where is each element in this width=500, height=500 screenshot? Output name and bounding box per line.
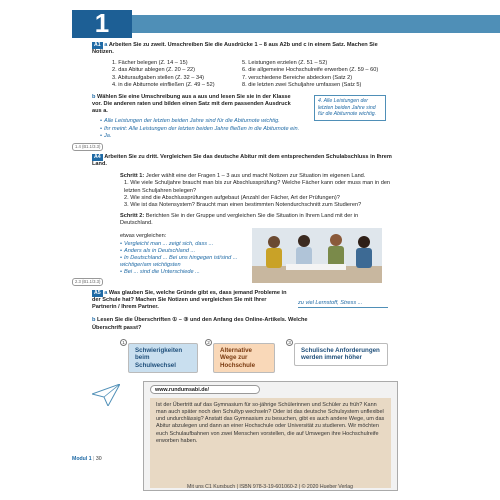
example-line: • Alle Leistungen der letzten beiden Jahre sind für die Abiturnote wichtig. <box>100 118 340 125</box>
a5-section <box>92 290 392 332</box>
list-item: 7. verschiedene Bereiche abdecken (Satz 2) <box>242 74 353 81</box>
step2-label: Schritt 2: <box>120 213 145 220</box>
a5-a-text: Was glauben Sie, welche Gründe gibt es, dass jemand Probleme in der Schule hat? Machen Sie Notizen und vergleichen Sie mit Ihrer Partnerin / Ihrem Partner. <box>92 290 287 311</box>
phrase-item: • In Deutschland ... Bei uns hingegen ist/sind ... wichtiger/am wichtigsten <box>120 255 250 269</box>
phrase-item: • Anders als in Deutschland ... <box>120 248 250 255</box>
card-number: 3 <box>286 339 293 346</box>
compare-phrases <box>120 233 250 276</box>
step2-text: Berichten Sie in der Gruppe und vergleichen Sie die Situation in Ihrem Land mit der in Deutschland. <box>120 213 359 227</box>
a1-a-label: a <box>104 42 108 48</box>
card-text: Alternative Wege zur Hochschule <box>213 343 275 373</box>
paper-plane-icon <box>92 384 120 406</box>
card-text: Schwierigkeiten beim Schulwechsel <box>128 343 198 373</box>
list-item: 8. die letzten zwei Schuljahre umfassen (Satz 5) <box>242 81 362 88</box>
a5-note: zu viel Lernstoff, Stress ... <box>298 300 388 308</box>
a1-tag: A1 <box>94 42 101 48</box>
list-item: 1. Fächer belegen (Z. 14 – 15) <box>112 60 188 67</box>
step1-label: Schritt 1: <box>120 173 145 180</box>
headline-card-3[interactable] <box>288 340 388 366</box>
example-line: • Ja. <box>100 133 340 140</box>
a1-b-label: b <box>92 93 96 100</box>
browser-window <box>143 381 398 491</box>
a1-b-text: Wählen Sie eine Umschreibung aus a aus und lesen Sie sie in der Klasse vor. Die anderen raten und bilden einen Satz mit dem passenden Ausdruck aus a. <box>92 93 291 115</box>
a1-expression-list <box>112 60 392 89</box>
example-line: • Ihr meint: Alle Leistungen der letzten beiden Jahre fließen in die Abiturnote ein. <box>100 126 340 133</box>
a5-b-label: b <box>92 317 96 324</box>
card-number: 2 <box>205 339 212 346</box>
card-text: Schulische Anforderungen werden immer höher <box>294 343 388 366</box>
list-item: 4. in die Abiturnote einfließen (Z. 49 – 52) <box>112 81 215 88</box>
page-footer-left: Modul 1 | 30 <box>72 456 102 462</box>
card-number: 1 <box>120 339 127 346</box>
audio-track-a1[interactable]: 1.4 (B1.1/3.3) <box>72 143 103 151</box>
a1-section <box>92 42 392 140</box>
compare-title: etwas vergleichen: <box>120 233 167 240</box>
list-item: 5. Leistungen erzielen (Z. 51 – 52) <box>242 60 328 67</box>
audio-track-a4[interactable]: 2.3 (B1.1/3.3) <box>72 278 103 286</box>
a5-a-label: a <box>104 290 108 296</box>
question-item: 2. Wie sind die Abschlussprüfungen aufgebaut (Anzahl der Fächer, Art der Prüfungen)? <box>124 194 340 201</box>
headline-card-2[interactable] <box>207 340 275 373</box>
list-item: 6. die allgemeine Hochschulreife erwerben (Z. 59 – 60) <box>242 67 379 74</box>
list-item: 3. Abituraufgaben stellen (Z. 32 – 34) <box>112 74 205 81</box>
students-photo <box>252 228 382 283</box>
a4-intro: Arbeiten Sie zu dritt. Vergleichen Sie das deutsche Abitur mit dem entsprechenden Schulabschluss in Ihrem Land. <box>92 154 392 168</box>
step1-text: Jeder wählt eine der Fragen 1 – 3 aus und macht Notizen zur Situation im eigenen Land. <box>145 173 366 180</box>
phrase-item: • Vergleicht man ... zeigt sich, dass ... <box>120 241 250 248</box>
chapter-number: 1 <box>72 10 132 38</box>
modul-label: Modul 1 <box>72 456 92 462</box>
article-text: Ist der Übertritt auf das Gymnasium für so-jährige Schülerinnen und Schüler zu früh? Kann man auch später noch den Schultyp wechseln? Oder ist das deutsche Schulsystem unflexibel und undurchlässig? Anstatt das Gymnasium zu besuchen, gibt es auch andere Wege, um das Abitur abzulegen und dann an einer Hochschule oder Universität zu studieren. Wir möchten euch Schulaufbahnen von zwei Menschen vorstellen, die auf Umwegen ihre Hochschulreife erworben haben. <box>150 398 391 488</box>
a1-sticky-note: 4. Alle Leistungen der letzten beiden Jahre sind für die Abiturnote wichtig. <box>314 95 386 121</box>
phrase-item: • Bei ... sind die Unterschiede ... <box>120 269 250 276</box>
headline-card-1[interactable] <box>122 340 198 373</box>
a5-tag: A5 <box>94 290 101 296</box>
address-bar[interactable]: www.rundumsabi.de/ <box>150 385 260 394</box>
page-number: 30 <box>95 456 102 462</box>
copyright-line: Mit uns C1 Kursbuch | ISBN 978-3-19-601060-2 | © 2020 Hueber Verlag <box>187 484 353 490</box>
a5-b-text: Lesen Sie die Überschriften ① – ③ und den Anfang des Online-Artikels. Welche Überschrift passt? <box>92 317 308 331</box>
list-item: 2. das Abitur ablegen (Z. 20 – 22) <box>112 67 196 74</box>
header-bar <box>72 15 500 33</box>
a4-tag: A4 <box>94 154 101 160</box>
a1-a-text: Arbeiten Sie zu zweit. Umschreiben Sie die Ausdrücke 1 – 8 aus A2b und c in einem Satz. Machen Sie Notizen. <box>92 42 378 56</box>
question-item: 1. Wie viele Schuljahre braucht man bis zur Abschlussprüfung? Welche Fächer kann oder muss man in den letzten Schuljahren belegen? <box>124 180 391 194</box>
question-item: 3. Wie ist das Notensystem? Braucht man einen bestimmten Notendurchschnitt zum Studieren? <box>124 201 362 208</box>
